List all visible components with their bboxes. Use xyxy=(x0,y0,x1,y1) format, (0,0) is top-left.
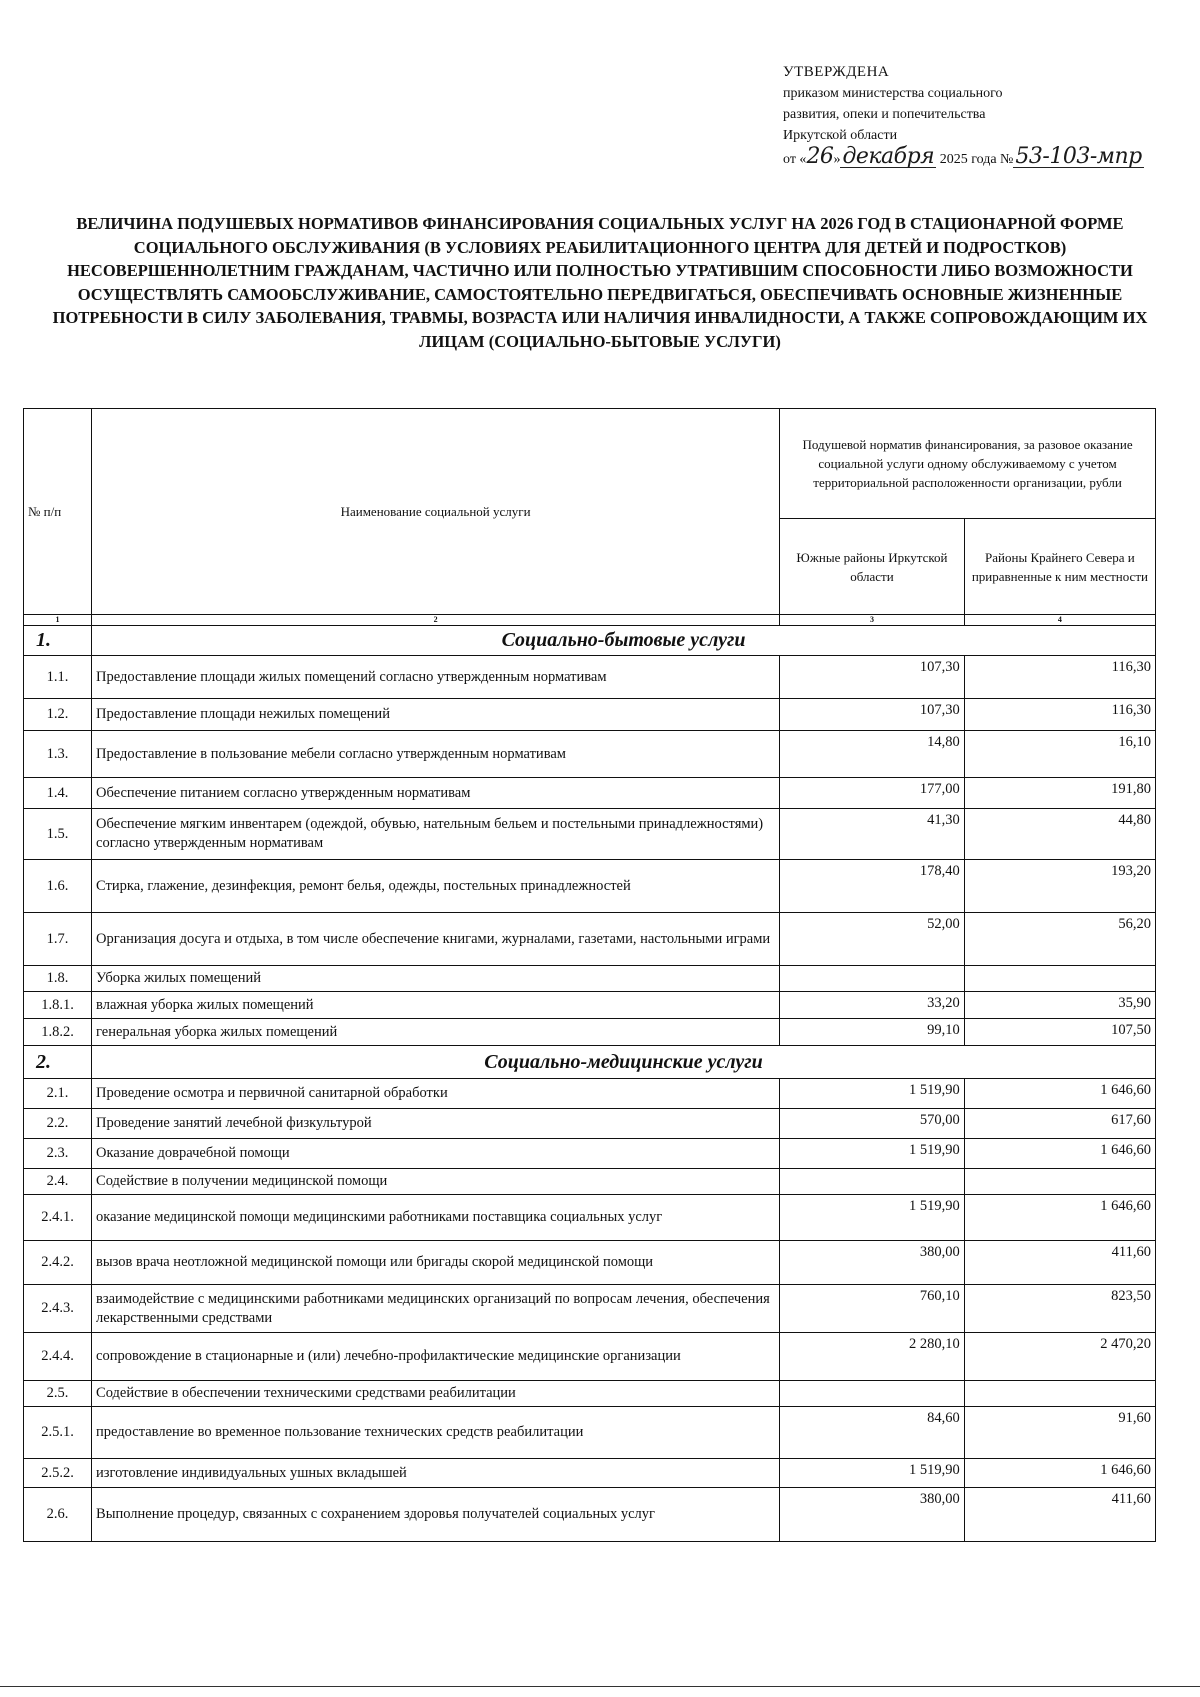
table-row xyxy=(24,731,1156,778)
col-number-4: 4 xyxy=(964,615,1155,626)
table-row xyxy=(24,992,1156,1019)
service-name: сопровождение в стационарные и (или) лечебно-профилактические медицинские организации xyxy=(92,1333,780,1381)
south-value: 1 519,90 xyxy=(780,1079,965,1109)
approval-line-3: Иркутской области xyxy=(783,128,898,143)
south-value: 570,00 xyxy=(780,1109,965,1139)
row-number: 2.4.4. xyxy=(24,1333,92,1381)
service-name: влажная уборка жилых помещений xyxy=(92,992,780,1019)
table-row xyxy=(24,699,1156,731)
approval-line-1: приказом министерства социального xyxy=(783,86,1003,101)
south-value: 178,40 xyxy=(780,860,965,913)
table-row xyxy=(24,1079,1156,1109)
south-value xyxy=(780,1169,965,1195)
service-name: Предоставление в пользование мебели согласно утвержденным нормативам xyxy=(92,731,780,778)
service-name: оказание медицинской помощи медицинскими работниками поставщика социальных услуг xyxy=(92,1195,780,1241)
table-row xyxy=(24,1195,1156,1241)
approval-heading: УТВЕРЖДЕНА xyxy=(783,64,890,80)
row-number: 2.4.3. xyxy=(24,1285,92,1333)
service-name: Проведение осмотра и первичной санитарной обработки xyxy=(92,1079,780,1109)
north-value: 107,50 xyxy=(964,1019,1155,1046)
row-number: 2.1. xyxy=(24,1079,92,1109)
section-title: Социально-медицинские услуги xyxy=(92,1046,1156,1079)
row-number: 1.7. xyxy=(24,913,92,966)
service-name: взаимодействие с медицинскими работниками медицинских организаций по вопросам лечения, обеспечения лекарственными средствами xyxy=(92,1285,780,1333)
section-row xyxy=(24,626,1156,656)
north-value: 193,20 xyxy=(964,860,1155,913)
table-row xyxy=(24,1241,1156,1285)
service-name: Выполнение процедур, связанных с сохранением здоровья получателей социальных услуг xyxy=(92,1488,780,1542)
service-name: Обеспечение мягким инвентарем (одеждой, обувью, нательным бельем и постельными принадлежностями) согласно утвержденным нормативам xyxy=(92,809,780,860)
row-number: 2.5. xyxy=(24,1381,92,1407)
row-number: 1.4. xyxy=(24,778,92,809)
table-row xyxy=(24,1407,1156,1459)
north-value: 1 646,60 xyxy=(964,1459,1155,1488)
south-value: 41,30 xyxy=(780,809,965,860)
header-norm: Подушевой норматив финансирования, за разовое оказание социальной услуги одному обслуживаемому с учетом территориальной расположенности организации, рубли xyxy=(780,409,1156,519)
north-value xyxy=(964,966,1155,992)
approval-line-2: развития, опеки и попечительства xyxy=(783,107,986,122)
north-value: 116,30 xyxy=(964,656,1155,699)
row-number: 2.5.2. xyxy=(24,1459,92,1488)
table-row xyxy=(24,1169,1156,1195)
table-row xyxy=(24,809,1156,860)
south-value: 84,60 xyxy=(780,1407,965,1459)
approval-number: 53-103-мпр xyxy=(1015,144,1142,169)
row-number: 2.4.2. xyxy=(24,1241,92,1285)
table-row xyxy=(24,1109,1156,1139)
north-value: 1 646,60 xyxy=(964,1079,1155,1109)
service-name: генеральная уборка жилых помещений xyxy=(92,1019,780,1046)
header-south-regions: Южные районы Иркутской области xyxy=(780,519,965,615)
service-name: изготовление индивидуальных ушных вкладышей xyxy=(92,1459,780,1488)
north-value: 191,80 xyxy=(964,778,1155,809)
south-value: 380,00 xyxy=(780,1241,965,1285)
service-name: Стирка, глажение, дезинфекция, ремонт белья, одежды, постельных принадлежностей xyxy=(92,860,780,913)
service-name: Организация досуга и отдыха, в том числе обеспечение книгами, журналами, газетами, настольными играми xyxy=(92,913,780,966)
section-row xyxy=(24,1046,1156,1079)
col-number-2: 2 xyxy=(92,615,780,626)
north-value: 823,50 xyxy=(964,1285,1155,1333)
south-value: 107,30 xyxy=(780,699,965,731)
row-number: 1.8.1. xyxy=(24,992,92,1019)
section-number: 1. xyxy=(24,626,92,656)
row-number: 1.3. xyxy=(24,731,92,778)
approval-date-line xyxy=(783,146,1144,170)
north-value xyxy=(964,1169,1155,1195)
south-value xyxy=(780,966,965,992)
north-value xyxy=(964,1381,1155,1407)
south-value: 107,30 xyxy=(780,656,965,699)
service-name: Предоставление площади жилых помещений согласно утвержденным нормативам xyxy=(92,656,780,699)
service-name: Содействие в обеспечении техническими средствами реабилитации xyxy=(92,1381,780,1407)
row-number: 2.3. xyxy=(24,1139,92,1169)
north-value: 35,90 xyxy=(964,992,1155,1019)
table-row xyxy=(24,966,1156,992)
table-row xyxy=(24,656,1156,699)
north-value: 116,30 xyxy=(964,699,1155,731)
south-value: 52,00 xyxy=(780,913,965,966)
approval-year: 2025 года № xyxy=(939,152,1014,167)
header-north-regions: Районы Крайнего Севера и приравненные к ним местности xyxy=(964,519,1155,615)
row-number: 1.8.2. xyxy=(24,1019,92,1046)
approval-day: 26 xyxy=(806,144,834,169)
approval-block xyxy=(783,62,1144,170)
north-value: 1 646,60 xyxy=(964,1195,1155,1241)
service-name: Уборка жилых помещений xyxy=(92,966,780,992)
header-number: № п/п xyxy=(24,409,92,615)
table-row xyxy=(24,1285,1156,1333)
row-number: 2.4. xyxy=(24,1169,92,1195)
row-number: 1.2. xyxy=(24,699,92,731)
south-value: 14,80 xyxy=(780,731,965,778)
south-value: 1 519,90 xyxy=(780,1139,965,1169)
row-number: 1.8. xyxy=(24,966,92,992)
service-name: вызов врача неотложной медицинской помощи или бригады скорой медицинской помощи xyxy=(92,1241,780,1285)
norms-table xyxy=(23,408,1156,1542)
south-value: 33,20 xyxy=(780,992,965,1019)
row-number: 2.4.1. xyxy=(24,1195,92,1241)
south-value: 760,10 xyxy=(780,1285,965,1333)
north-value: 44,80 xyxy=(964,809,1155,860)
south-value: 99,10 xyxy=(780,1019,965,1046)
table-row xyxy=(24,1019,1156,1046)
north-value: 2 470,20 xyxy=(964,1333,1155,1381)
row-number: 2.2. xyxy=(24,1109,92,1139)
col-number-1: 1 xyxy=(24,615,92,626)
row-number: 1.5. xyxy=(24,809,92,860)
north-value: 411,60 xyxy=(964,1241,1155,1285)
row-number: 1.6. xyxy=(24,860,92,913)
approval-close-quote: » xyxy=(833,152,841,167)
section-title: Социально-бытовые услуги xyxy=(92,626,1156,656)
col-number-3: 3 xyxy=(780,615,965,626)
table-row xyxy=(24,778,1156,809)
south-value: 1 519,90 xyxy=(780,1459,965,1488)
approval-from: от « xyxy=(783,152,807,167)
south-value: 1 519,90 xyxy=(780,1195,965,1241)
table-row xyxy=(24,1139,1156,1169)
south-value: 177,00 xyxy=(780,778,965,809)
section-number: 2. xyxy=(24,1046,92,1079)
table-body xyxy=(24,626,1156,1542)
service-name: Содействие в получении медицинской помощи xyxy=(92,1169,780,1195)
document-title: ВЕЛИЧИНА ПОДУШЕВЫХ НОРМАТИВОВ ФИНАНСИРОВАНИЯ СОЦИАЛЬНЫХ УСЛУГ НА 2026 ГОД В СТАЦИОНАРНОЙ ФОРМЕ СОЦИАЛЬНОГО ОБСЛУЖИВАНИЯ (В УСЛОВИЯХ РЕАБИЛИТАЦИОННОГО ЦЕНТРА ДЛЯ ДЕТЕЙ И ПОДРОСТКОВ) НЕСОВЕРШЕННОЛЕТНИМ ГРАЖДАНАМ, ЧАСТИЧНО ИЛИ ПОЛНОСТЬЮ УТРАТИВШИМ СПОСОБНОСТИ ЛИБО ВОЗМОЖНОСТИ ОСУЩЕСТВЛЯТЬ САМООБСЛУЖИВАНИЕ, САМОСТОЯТЕЛЬНО ПЕРЕДВИГАТЬСЯ, ОБЕСПЕЧИВАТЬ ОСНОВНЫЕ ЖИЗНЕННЫЕ ПОТРЕБНОСТИ В СИЛУ ЗАБОЛЕВАНИЯ, ТРАВМЫ, ВОЗРАСТА ИЛИ НАЛИЧИЯ ИНВАЛИДНОСТИ, А ТАКЖЕ СОПРОВОЖДАЮЩИМ ИХ ЛИЦАМ (СОЦИАЛЬНО-БЫТОВЫЕ УСЛУГИ) xyxy=(52,214,1148,351)
table-row xyxy=(24,1459,1156,1488)
service-name: Проведение занятий лечебной физкультурой xyxy=(92,1109,780,1139)
row-number: 1.1. xyxy=(24,656,92,699)
north-value: 617,60 xyxy=(964,1109,1155,1139)
table-row xyxy=(24,913,1156,966)
north-value: 1 646,60 xyxy=(964,1139,1155,1169)
north-value: 56,20 xyxy=(964,913,1155,966)
south-value: 380,00 xyxy=(780,1488,965,1542)
table-row xyxy=(24,1381,1156,1407)
row-number: 2.6. xyxy=(24,1488,92,1542)
service-name: Оказание доврачебной помощи xyxy=(92,1139,780,1169)
header-service-name: Наименование социальной услуги xyxy=(92,409,780,615)
service-name: Предоставление площади нежилых помещений xyxy=(92,699,780,731)
page-bottom-edge xyxy=(0,1686,1200,1687)
row-number: 2.5.1. xyxy=(24,1407,92,1459)
north-value: 411,60 xyxy=(964,1488,1155,1542)
service-name: предоставление во временное пользование технических средств реабилитации xyxy=(92,1407,780,1459)
north-value: 91,60 xyxy=(964,1407,1155,1459)
north-value: 16,10 xyxy=(964,731,1155,778)
approval-month: декабря xyxy=(842,144,935,169)
service-name: Обеспечение питанием согласно утвержденным нормативам xyxy=(92,778,780,809)
south-value: 2 280,10 xyxy=(780,1333,965,1381)
table-row xyxy=(24,860,1156,913)
table-row xyxy=(24,1488,1156,1542)
table-row xyxy=(24,1333,1156,1381)
south-value xyxy=(780,1381,965,1407)
